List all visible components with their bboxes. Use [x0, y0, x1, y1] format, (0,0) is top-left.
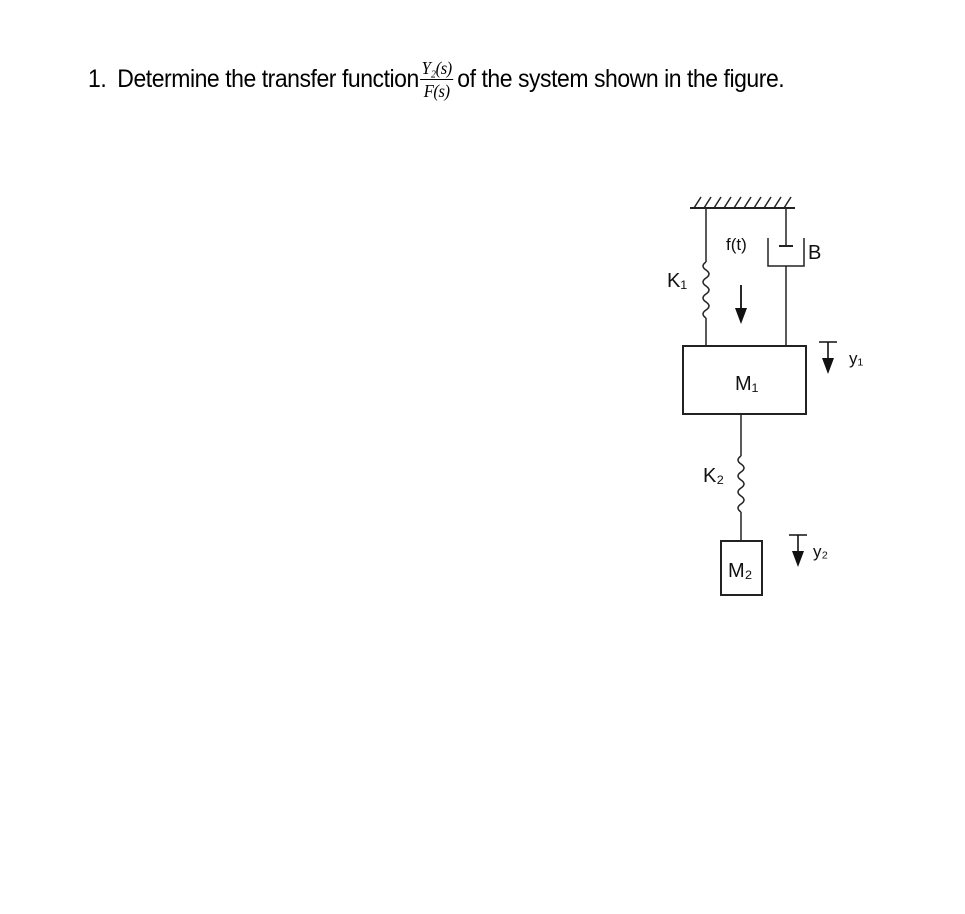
spring-k1-label: K₁ — [667, 270, 688, 292]
displacement-y1-label: y₁ — [849, 349, 864, 368]
mass-m2-label: M₂ — [728, 560, 753, 582]
displacement-y2-arrow-icon — [789, 535, 807, 567]
force-arrow-icon — [735, 285, 747, 324]
spring-k2 — [738, 414, 744, 541]
spring-k1 — [703, 208, 709, 346]
spring-k2-label: K₂ — [703, 465, 725, 487]
force-label: f(t) — [726, 235, 747, 254]
question-text-before: Determine the transfer function — [117, 64, 419, 93]
ceiling-support — [690, 197, 795, 208]
mass-m1-label: M₁ — [735, 373, 759, 395]
damper-b — [768, 208, 804, 346]
question-text-after: of the system shown in the figure. — [457, 64, 785, 93]
displacement-y1-arrow-icon — [819, 342, 837, 374]
displacement-y2-label: y₂ — [813, 542, 829, 561]
question-number: 1. — [88, 64, 107, 93]
fraction-denominator: F(s) — [423, 80, 450, 101]
fraction-numerator: Y₂(s) — [421, 57, 452, 78]
damper-b-label: B — [808, 242, 822, 264]
